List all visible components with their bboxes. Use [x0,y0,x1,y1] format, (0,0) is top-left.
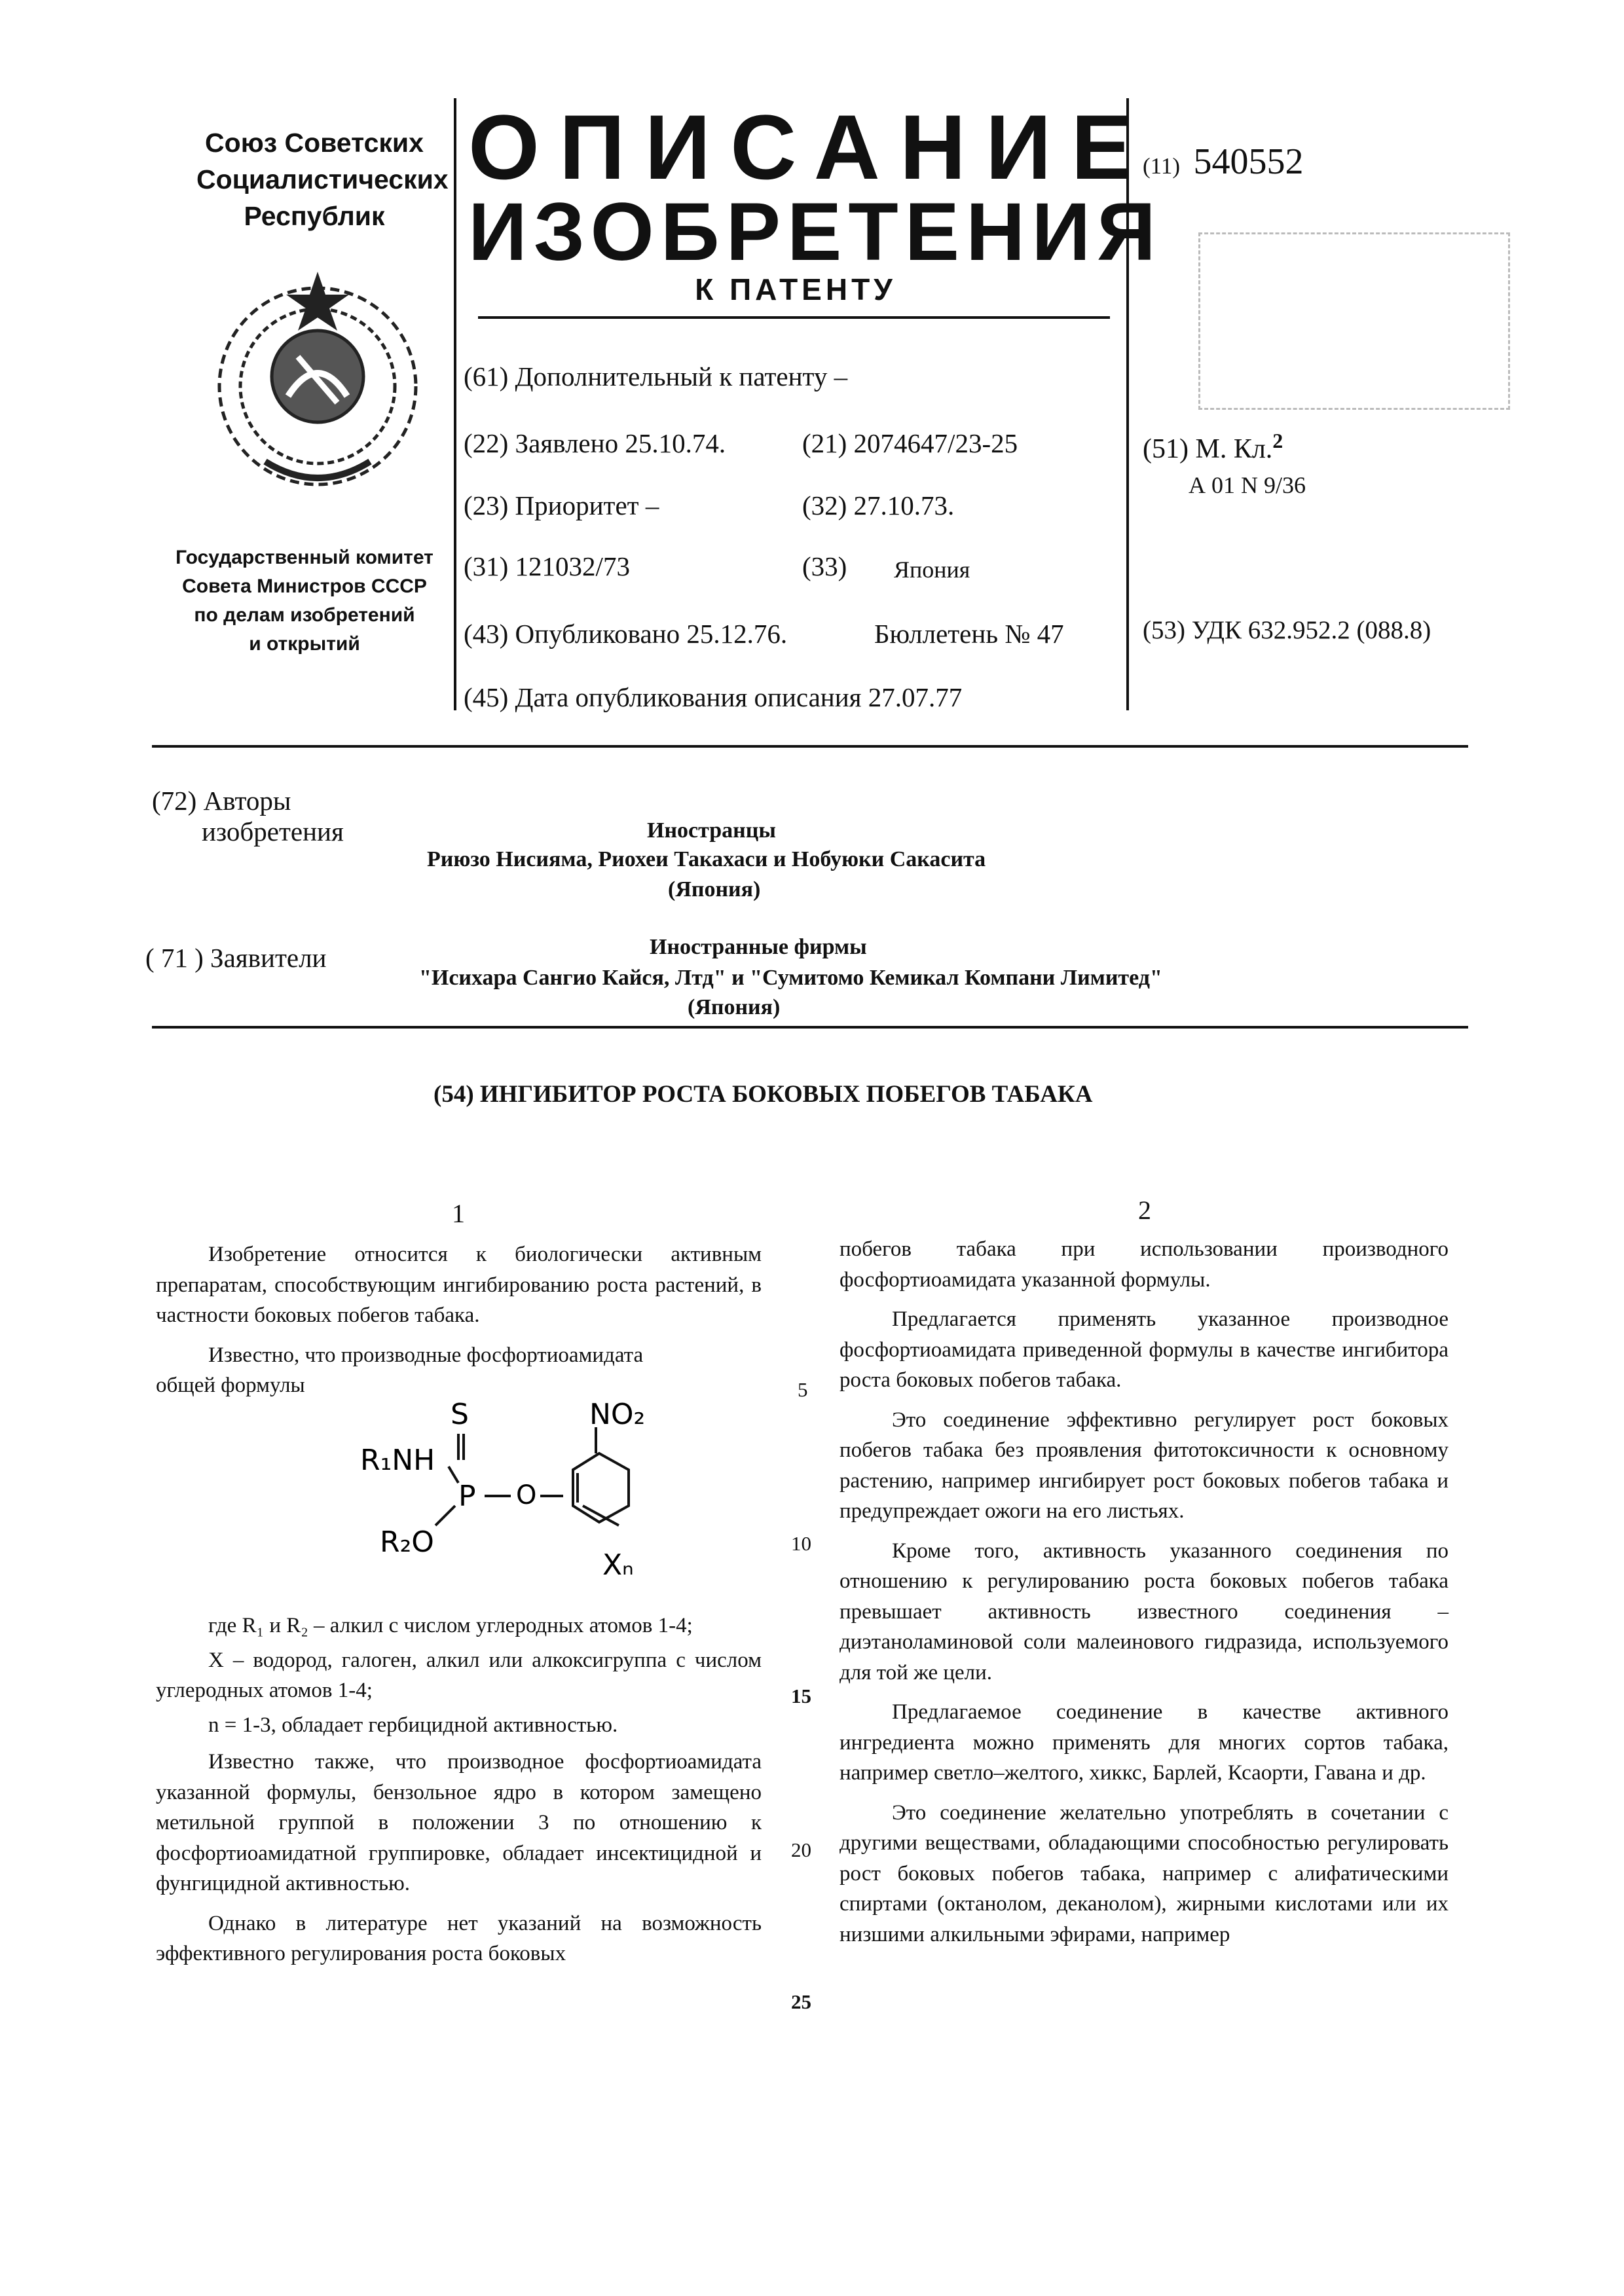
union-line-1: Союз Советских [205,128,424,158]
line-number-20: 20 [791,1838,811,1861]
left-column [156,1239,762,1401]
left-paragraph-6: Известно также, что производное фосфортиоамидата указанной формулы, бензольное ядро в котором замещено метильной группой в положении 3 по отношению к фосфортиоамидатной группировке, обладает инсектицидной и фунгицидной активностью. [156,1750,762,1895]
committee-line-2: Совета Министров СССР [182,575,427,597]
left-paragraph-4: X – водород, галоген, алкил или алкоксигруппа с числом углеродных атомов 1-4; [156,1648,762,1702]
field-22: (22) Заявлено 25.10.74. [464,428,726,458]
authors-names: Риюзо Нисияма, Риохеи Такахаси и Нобуюки Сакасита [427,847,986,871]
authors-heading: Иностранцы [647,818,776,843]
formula-r1nh: R₁NH [360,1444,435,1477]
column-number-2: 2 [1138,1195,1151,1225]
classification-superscript: 2 [1272,429,1283,452]
bulletin-number: Бюллетень № 47 [874,619,1064,649]
left-paragraph-5: n = 1-3, обладает гербицидной активностью. [208,1713,618,1737]
right-paragraph-3: Это соединение эффективно регулирует рост боковых побегов табака без проявления фитотоксичности к основному растению, например ингибирует рост боковых побегов табака и предупреждает ожоги на его листьях. [840,1408,1449,1523]
patent-number-code: (11) [1143,153,1181,179]
state-emblem-icon [206,265,429,494]
left-column-continued [156,1611,762,1969]
formula-p: P [458,1480,476,1513]
formula-xn: Xₙ [602,1548,634,1582]
authors-country: (Япония) [668,877,761,902]
line-number-10: 10 [791,1532,811,1555]
header-divider-left [454,98,456,710]
committee-line-1: Государственный комитет [175,547,434,568]
title-underline [478,316,1110,319]
authors-label-2: изобретения [202,816,344,847]
committee-line-3: по делам изобретений [194,604,415,626]
right-paragraph-1: побегов табака при использовании производного фосфортиоамидата указанной формулы. [840,1237,1449,1292]
field-23: (23) Приоритет – [464,490,659,520]
field-45: (45) Дата опубликования описания 27.07.77 [464,682,963,712]
union-name [196,124,449,234]
committee-name [167,543,442,659]
document-title-line-2: ИЗОБРЕТЕНИЯ [468,187,1163,278]
left-paragraph-2: Известно, что производные фосфортиоамидата [208,1343,644,1367]
authors-label: (72) Авторы [152,786,291,816]
right-column [840,1234,1449,1950]
column-number-1: 1 [452,1199,465,1228]
field-33-code: (33) [802,551,847,581]
field-32: (32) 27.10.73. [802,490,955,520]
classification-label: (51) М. Кл. [1143,434,1273,464]
union-line-2: Социалистических [196,164,449,194]
left-paragraph-7: Однако в литературе нет указаний на возможность эффективного регулирования роста боковых [156,1911,762,1965]
patent-number: 540552 [1193,141,1304,182]
field-31: (31) 121032/73 [464,551,630,581]
field-61: (61) Дополнительный к патенту – [464,361,848,392]
document-subtitle: К ПАТЕНТУ [695,272,896,306]
parties-top-rule [152,745,1468,748]
left-paragraph-3: где R₁ и R₂ – алкил с числом углеродных атомов 1-4; [208,1614,693,1637]
registration-stamp [1198,232,1510,410]
udk: (53) УДК 632.952.2 (088.8) [1143,616,1431,644]
right-paragraph-6: Это соединение желательно употреблять в сочетании с другими веществами, обладающими способностью регулировать рост боковых побегов табака, например с алифатическими спиртами (октанолом, деканолом), жирными кислотами или их низшими алкильными эфирами, например [840,1800,1449,1946]
formula-r2o: R₂O [380,1525,434,1559]
chemical-formula [354,1391,681,1607]
parties-bottom-rule [152,1026,1468,1029]
applicants-label: ( 71 ) Заявители [145,943,327,973]
right-paragraph-4: Кроме того, активность указанного соединения по отношению к регулированию роста боковых побегов табака превышает активность известного соединения – диэтаноламиновой соли малеинового гидразида, используемого для той же цели. [840,1539,1449,1685]
union-line-3: Республик [244,201,385,231]
line-number-15: 15 [791,1685,811,1707]
field-33-value: Япония [894,556,970,583]
field-21: (21) 2074647/23-25 [802,428,1018,458]
right-paragraph-2: Предлагается применять указанное производное фосфортиоамидата приведенной формулы в качестве ингибитора роста боковых побегов табака. [840,1307,1449,1392]
line-number-25: 25 [791,1990,811,2013]
field-43: (43) Опубликовано 25.12.76. [464,619,788,649]
document-title: ОПИСАНИЕ [468,96,1152,198]
left-paragraph-2b: общей формулы [156,1374,305,1397]
line-number-5: 5 [798,1378,808,1401]
left-paragraph-1: Изобретение относится к биологически активным препаратам, способствующим ингибированию роста растений, в частности боковых побегов табака. [156,1243,762,1327]
formula-s: S [451,1398,469,1431]
formula-no2: NO₂ [589,1398,646,1431]
applicants-names: "Исихара Сангио Кайся, Лтд" и "Сумитомо Кемикал Компани Лимитед" [419,966,1162,990]
formula-o: O [516,1480,537,1510]
invention-title: (54) ИНГИБИТОР РОСТА БОКОВЫХ ПОБЕГОВ ТАБАКА [434,1081,1093,1108]
committee-line-4: и открытий [249,633,360,655]
right-paragraph-5: Предлагаемое соединение в качестве активного ингредиента можно применять для многих сортов табака, например светло–желтого, хиккс, Барлей, Ксаорти, Гавана и др. [840,1700,1449,1785]
classification-value: А 01 N 9/36 [1189,472,1306,498]
applicants-country: (Япония) [688,995,781,1019]
applicants-heading: Иностранные фирмы [650,935,867,959]
